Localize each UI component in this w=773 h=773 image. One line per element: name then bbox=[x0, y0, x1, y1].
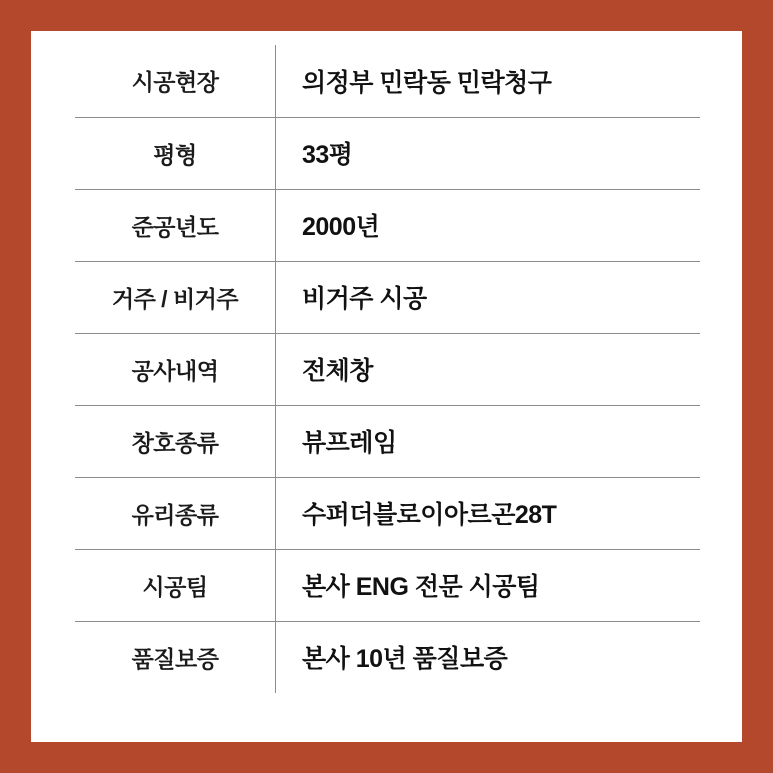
table-row bbox=[75, 261, 700, 333]
row-label: 준공년도 bbox=[75, 189, 276, 261]
table-row bbox=[75, 477, 700, 549]
table-row bbox=[75, 549, 700, 621]
table-row bbox=[75, 621, 700, 693]
table-row bbox=[75, 117, 700, 189]
row-label: 창호종류 bbox=[75, 405, 276, 477]
row-value: 뷰프레임 bbox=[276, 405, 701, 477]
table-row bbox=[75, 405, 700, 477]
row-value: 본사 10년 품질보증 bbox=[302, 645, 508, 674]
row-value: 의정부 민락동 민락청구 bbox=[276, 45, 701, 117]
row-value: 본사 ENG 전문 시공팀 bbox=[276, 549, 701, 621]
spec-table bbox=[75, 45, 700, 693]
row-value: 비거주 시공 bbox=[276, 261, 701, 333]
row-value: 2000년 bbox=[276, 189, 701, 261]
row-value: 수퍼더블로이아르곤28T bbox=[276, 477, 701, 549]
row-value: 33평 bbox=[276, 117, 701, 189]
row-label: 품질보증 bbox=[75, 621, 276, 693]
row-label: 평형 bbox=[75, 117, 276, 189]
row-label: 유리종류 bbox=[75, 477, 276, 549]
table-row bbox=[75, 333, 700, 405]
row-label: 거주 / 비거주 bbox=[75, 261, 276, 333]
info-card bbox=[31, 31, 742, 742]
row-label: 공사내역 bbox=[75, 333, 276, 405]
row-label: 시공팀 bbox=[75, 549, 276, 621]
row-value: 전체창 bbox=[276, 333, 701, 405]
table-row bbox=[75, 189, 700, 261]
spec-table-body bbox=[75, 45, 700, 693]
table-row bbox=[75, 45, 700, 117]
row-label: 시공현장 bbox=[75, 45, 276, 117]
